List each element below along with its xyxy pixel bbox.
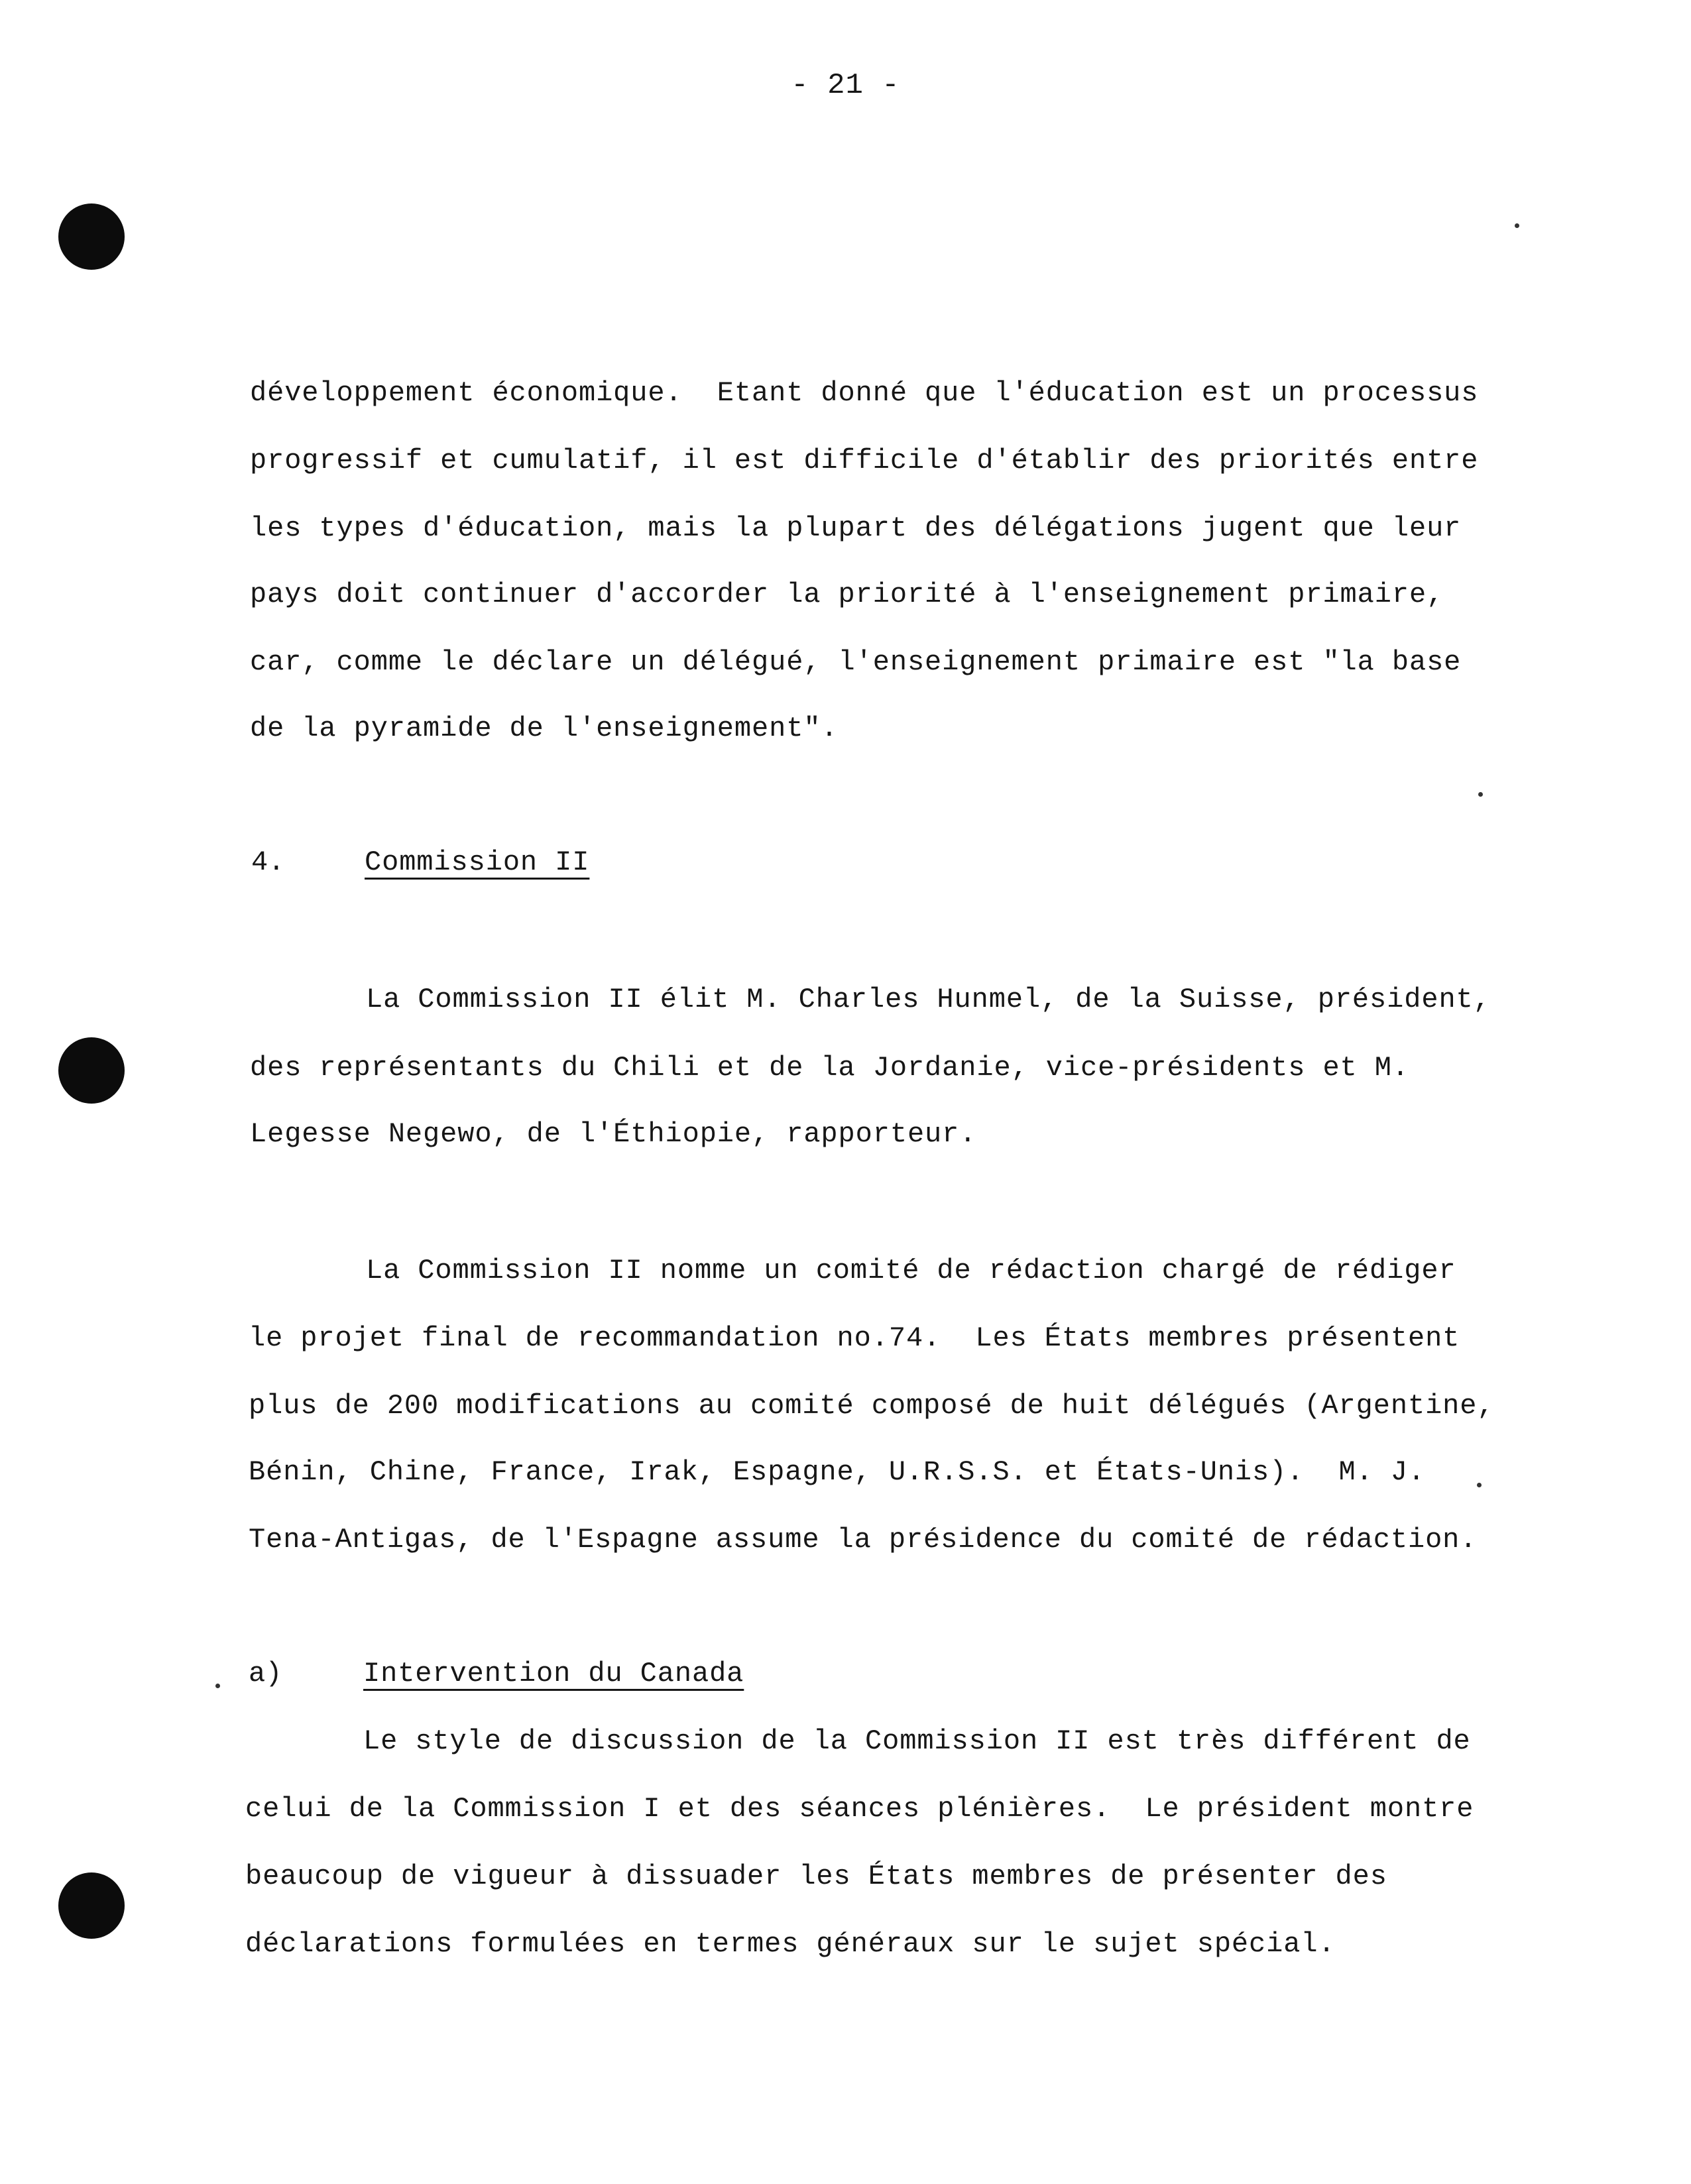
paragraph-2-line: des représentants du Chili et de la Jordanie, vice-présidents et M.: [250, 1052, 1409, 1084]
paragraph-1-line: développement économique. Etant donné que l'éducation est un processus: [250, 377, 1479, 409]
paragraph-3-line: le projet final de recommandation no.74. Les États membres présentent: [249, 1322, 1460, 1354]
section-a-title: Intervention du Canada: [363, 1658, 744, 1690]
paragraph-3-line: La Commission II nomme un comité de rédaction chargé de rédiger: [366, 1255, 1456, 1287]
punch-hole-middle: [58, 1037, 125, 1104]
scan-speck: [1478, 792, 1483, 797]
paragraph-1-line: les types d'éducation, mais la plupart des délégations jugent que leur: [250, 512, 1462, 544]
paragraph-1-line: progressif et cumulatif, il est difficile d'établir des priorités entre: [250, 445, 1479, 477]
paragraph-1-line: pays doit continuer d'accorder la priorité à l'enseignement primaire,: [250, 579, 1444, 610]
paragraph-4-line: celui de la Commission I et des séances plénières. Le président montre: [245, 1793, 1474, 1825]
section-4-title: Commission II: [365, 846, 590, 878]
scan-speck: [1477, 1483, 1482, 1487]
paragraph-2-line: Legesse Negewo, de l'Éthiopie, rapporteur.: [250, 1118, 977, 1150]
page-number: - 21 -: [791, 69, 900, 102]
paragraph-3-line: Bénin, Chine, France, Irak, Espagne, U.R.S.S. et États-Unis). M. J.: [249, 1456, 1426, 1488]
paragraph-1-line: car, comme le déclare un délégué, l'enseignement primaire est "la base: [250, 646, 1462, 678]
paragraph-3-line: Tena-Antigas, de l'Espagne assume la présidence du comité de rédaction.: [249, 1524, 1478, 1556]
paragraph-1-line: de la pyramide de l'enseignement".: [250, 713, 839, 744]
paragraph-4-line: déclarations formulées en termes généraux sur le sujet spécial.: [245, 1928, 1336, 1960]
scan-speck: [1515, 223, 1519, 228]
section-4-number: 4.: [251, 846, 285, 878]
paragraph-2-line: La Commission II élit M. Charles Hunmel, de la Suisse, président,: [366, 984, 1491, 1015]
section-a-number: a): [249, 1658, 282, 1690]
paragraph-4-line: beaucoup de vigueur à dissuader les États membres de présenter des: [245, 1861, 1387, 1892]
paragraph-3-line: plus de 200 modifications au comité composé de huit délégués (Argentine,: [249, 1390, 1495, 1422]
paragraph-4-line: Le style de discussion de la Commission II est très différent de: [363, 1725, 1471, 1757]
scan-speck: [215, 1684, 220, 1688]
punch-hole-bottom: [58, 1872, 125, 1939]
punch-hole-top: [58, 203, 125, 270]
